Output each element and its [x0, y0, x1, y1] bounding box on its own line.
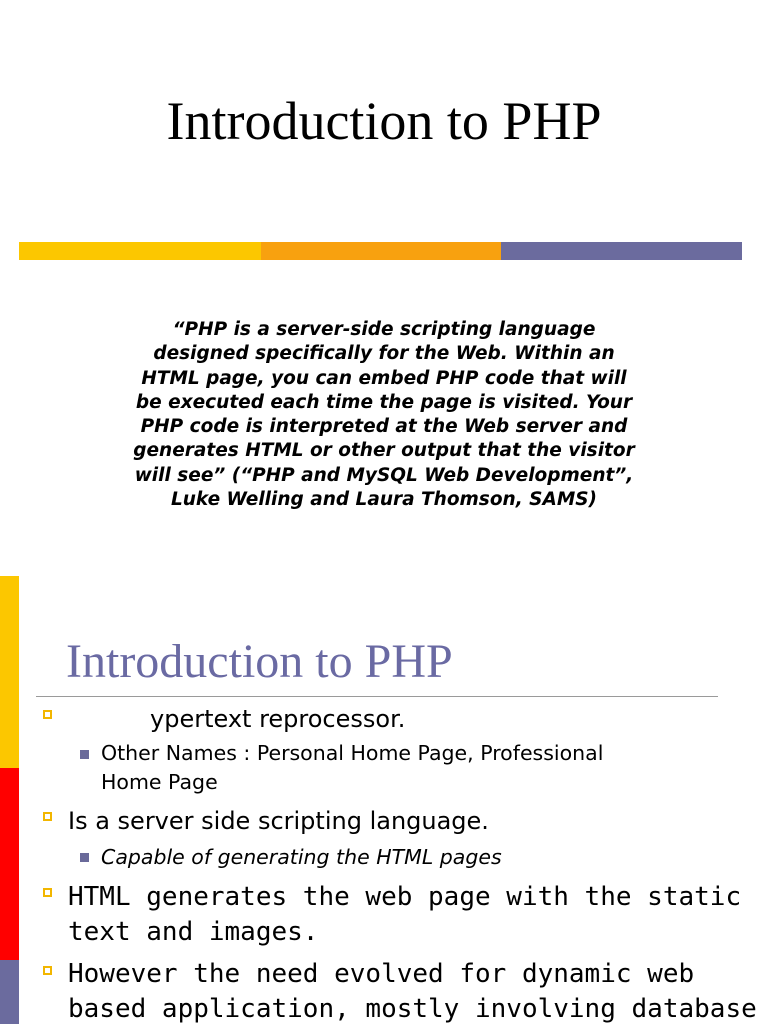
quote-line: generates HTML or other output that the visitor: [133, 440, 635, 462]
quote-block: [70, 318, 698, 512]
sub-bullet-icon: [80, 853, 89, 862]
quote-line: designed specifically for the Web. Within an: [153, 343, 615, 365]
bullet-text: ypertext reprocessor.: [150, 705, 406, 733]
square-bullet-icon: [43, 966, 52, 975]
quote-line: “PHP is a server-side scripting language: [172, 319, 596, 340]
bullet-text: based application, mostly involving database: [68, 994, 757, 1024]
square-bullet-icon: [43, 710, 52, 719]
sub-bullet-icon: [80, 750, 89, 759]
square-bullet-icon: [43, 812, 52, 821]
sub-bullet-text: Home Page: [101, 770, 218, 794]
bullet-text: HTML generates the web page with the static: [68, 882, 742, 912]
quote-line: HTML page, you can embed PHP code that will: [141, 367, 627, 389]
quote-line: will see” (“PHP and MySQL Web Development”,: [134, 464, 634, 486]
slide-title: Introduction to PHP: [166, 91, 602, 151]
bullet-text: Is a server side scripting language.: [68, 807, 489, 835]
accent-band-slate: [501, 242, 742, 260]
quote-line: be executed each time the page is visited. Your: [135, 391, 633, 413]
accent-band-yellow: [19, 242, 261, 260]
bullet-text: However the need evolved for dynamic web: [68, 959, 695, 989]
bullet-text: text and images.: [68, 917, 319, 947]
sub-bullet-text: Capable of generating the HTML pages: [101, 845, 502, 869]
title-divider: [36, 696, 718, 697]
square-bullet-icon: [43, 888, 52, 897]
sub-bullet-text: Other Names : Personal Home Page, Professional: [101, 741, 604, 765]
sidebar-stripe-slate: [0, 960, 19, 1024]
slide-title: Introduction to PHP: [66, 635, 453, 688]
quote-line: PHP code is interpreted at the Web server and: [140, 416, 628, 438]
slide-2: [0, 576, 768, 1024]
accent-band-orange: [261, 242, 501, 260]
sidebar-stripe-yellow: [0, 576, 19, 768]
sidebar-stripe-red: [0, 768, 19, 960]
quote-line: Luke Welling and Laura Thomson, SAMS): [170, 489, 598, 511]
